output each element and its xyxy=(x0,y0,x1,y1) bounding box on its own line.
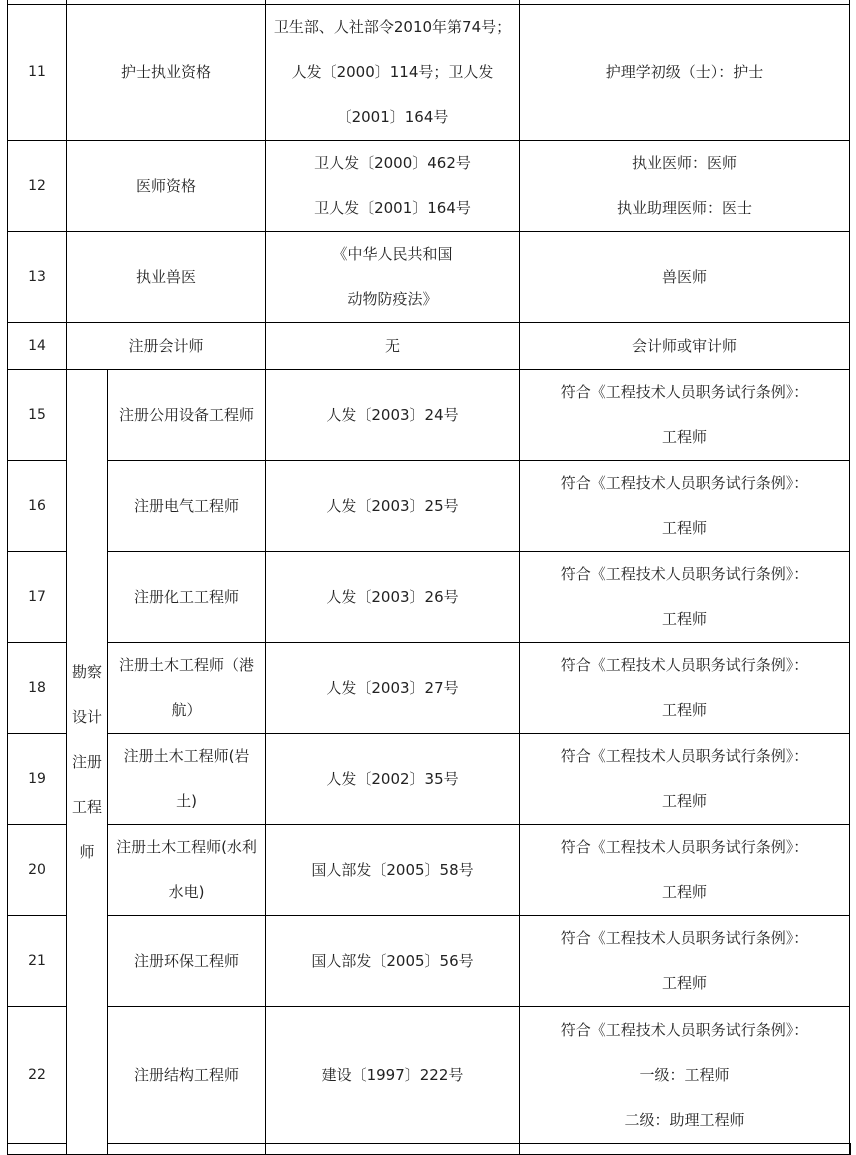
qualification-name: 注册电气工程师 xyxy=(108,461,266,552)
qualification-name: 注册化工工程师 xyxy=(108,552,266,643)
row-number: 18 xyxy=(8,643,67,734)
table-row xyxy=(8,734,851,825)
qualification-name: 注册结构工程师 xyxy=(108,1007,266,1144)
qualification-name: 注册土木工程师(水利 水电) xyxy=(108,825,266,916)
document-reference: 国人部发〔2005〕58号 xyxy=(266,825,520,916)
title-equivalence: 执业医师：医师 执业助理医师：医士 xyxy=(520,141,850,232)
row-number: 13 xyxy=(8,232,67,323)
document-reference: 建设〔1997〕222号 xyxy=(266,1007,520,1144)
row-number: 16 xyxy=(8,461,67,552)
title-equivalence: 符合《工程技术人员职务试行条例》： 一级：工程师 二级：助理工程师 xyxy=(520,1007,850,1144)
row-number: 20 xyxy=(8,825,67,916)
document-reference: 《中华人民共和国 动物防疫法》 xyxy=(266,232,520,323)
qualification-name: 注册土木工程师（港 航） xyxy=(108,643,266,734)
title-equivalence: 会计师或审计师 xyxy=(520,323,850,370)
table-row xyxy=(8,916,851,1007)
qualification-name: 注册会计师 xyxy=(67,323,266,370)
document-reference: 人发〔2003〕25号 xyxy=(266,461,520,552)
table-row xyxy=(8,5,851,141)
document-reference: 人发〔2003〕24号 xyxy=(266,370,520,461)
qualification-name: 护士执业资格 xyxy=(67,5,266,141)
row-number: 19 xyxy=(8,734,67,825)
document-reference: 人发〔2002〕35号 xyxy=(266,734,520,825)
document-reference: 卫人发〔2000〕462号 卫人发〔2001〕164号 xyxy=(266,141,520,232)
title-equivalence: 兽医师 xyxy=(520,232,850,323)
row-number: 15 xyxy=(8,370,67,461)
row-number: 17 xyxy=(8,552,67,643)
document-reference: 人发〔2003〕26号 xyxy=(266,552,520,643)
group-label-survey-design-engineer: 勘察 设计 注册 工程 师 xyxy=(67,370,108,1155)
row-number: 12 xyxy=(8,141,67,232)
table-row xyxy=(8,552,851,643)
title-equivalence: 符合《工程技术人员职务试行条例》： 工程师 xyxy=(520,461,850,552)
document-reference: 国人部发〔2005〕56号 xyxy=(266,916,520,1007)
title-equivalence: 符合《工程技术人员职务试行条例》： 工程师 xyxy=(520,552,850,643)
qualification-name: 医师资格 xyxy=(67,141,266,232)
qualification-name: 注册公用设备工程师 xyxy=(108,370,266,461)
table-row xyxy=(8,461,851,552)
table-row xyxy=(8,1144,851,1155)
table-row xyxy=(8,825,851,916)
document-reference: 卫生部、人社部令2010年第74号； 人发〔2000〕114号；卫人发 〔2001〕164号 xyxy=(266,5,520,141)
title-equivalence: 符合《工程技术人员职务试行条例》： 工程师 xyxy=(520,643,850,734)
title-equivalence: 护理学初级（士）：护士 xyxy=(520,5,850,141)
document-reference: 无 xyxy=(266,323,520,370)
row-number: 22 xyxy=(8,1007,67,1144)
table-row xyxy=(8,1007,851,1144)
table-row xyxy=(8,370,851,461)
row-number: 11 xyxy=(8,5,67,141)
title-equivalence: 符合《工程技术人员职务试行条例》： 工程师 xyxy=(520,734,850,825)
title-equivalence: 符合《工程技术人员职务试行条例》： 工程师 xyxy=(520,825,850,916)
row-number: 14 xyxy=(8,323,67,370)
qualification-name: 执业兽医 xyxy=(67,232,266,323)
table-row xyxy=(8,323,851,370)
qualification-name: 注册土木工程师(岩 土) xyxy=(108,734,266,825)
table-row xyxy=(8,232,851,323)
table-row xyxy=(8,643,851,734)
row-number: 21 xyxy=(8,916,67,1007)
title-equivalence: 符合《工程技术人员职务试行条例》： 工程师 xyxy=(520,916,850,1007)
qualification-table xyxy=(7,0,851,1155)
qualification-name: 注册环保工程师 xyxy=(108,916,266,1007)
table-row xyxy=(8,141,851,232)
title-equivalence: 符合《工程技术人员职务试行条例》： 工程师 xyxy=(520,370,850,461)
document-reference: 人发〔2003〕27号 xyxy=(266,643,520,734)
